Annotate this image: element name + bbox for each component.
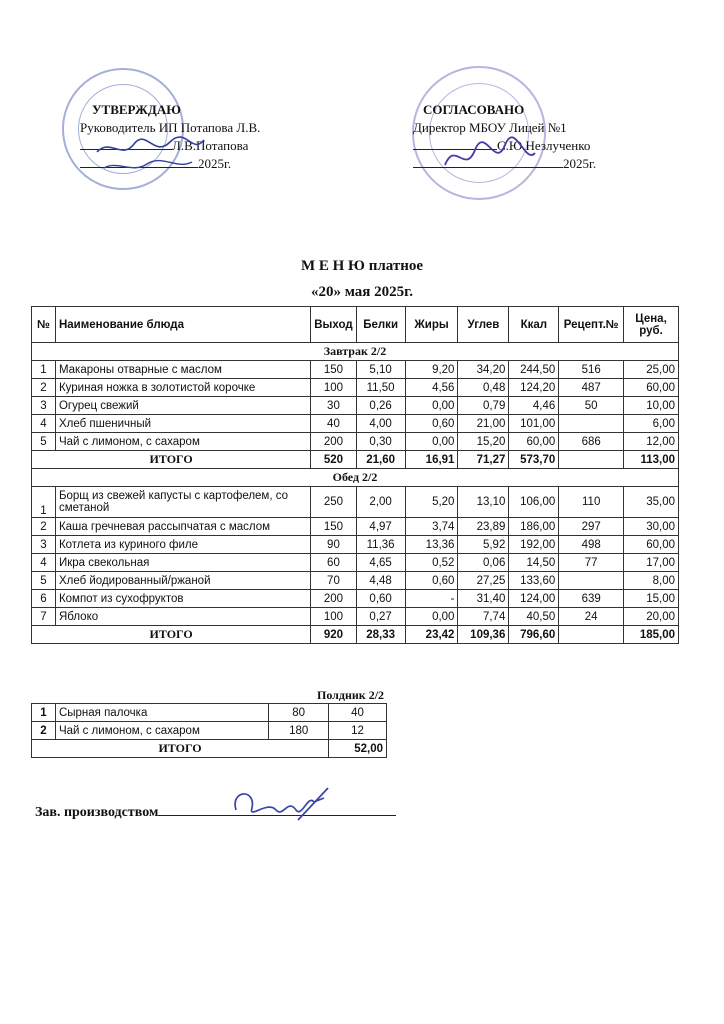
- footer-signature-line: [35, 805, 396, 821]
- total-cell: 796,60: [509, 626, 559, 644]
- section-title: Завтрак 2/2: [32, 343, 679, 361]
- total-row: [32, 451, 679, 469]
- snack-cell: 2: [32, 722, 56, 740]
- table-cell: Яблоко: [55, 608, 310, 626]
- table-cell: Хлеб пшеничный: [55, 415, 310, 433]
- snack-table-body: [32, 704, 387, 758]
- total-cell: 28,33: [356, 626, 405, 644]
- snack-cell: Чай с лимоном, с сахаром: [55, 722, 268, 740]
- table-cell: 4,00: [356, 415, 405, 433]
- snack-row: [32, 722, 387, 740]
- col-header: Ккал: [509, 307, 559, 343]
- table-cell: 0,30: [356, 433, 405, 451]
- agree-date: 2025г.: [563, 156, 597, 171]
- total-cell: 21,60: [356, 451, 405, 469]
- table-cell: 100: [311, 608, 356, 626]
- agree-position: Директор МБОУ Лицей №1: [413, 120, 567, 135]
- col-header: Жиры: [405, 307, 458, 343]
- col-header: Углев: [458, 307, 509, 343]
- total-cell: 573,70: [509, 451, 559, 469]
- table-cell: 15,20: [458, 433, 509, 451]
- table-cell: 0,60: [356, 590, 405, 608]
- table-cell: 7,74: [458, 608, 509, 626]
- table-cell: 70: [311, 572, 356, 590]
- table-cell: 4,56: [405, 379, 458, 397]
- table-cell: 250: [311, 487, 356, 518]
- col-header: Белки: [356, 307, 405, 343]
- table-cell: 0,26: [356, 397, 405, 415]
- table-cell: [559, 415, 624, 433]
- table-cell: 124,00: [509, 590, 559, 608]
- table-cell: 6,00: [624, 415, 679, 433]
- table-cell: 4,46: [509, 397, 559, 415]
- table-cell: 20,00: [624, 608, 679, 626]
- table-cell: 30: [311, 397, 356, 415]
- total-cell: 16,91: [405, 451, 458, 469]
- snack-cell: 1: [32, 704, 56, 722]
- snack-cell: 40: [329, 704, 387, 722]
- table-cell: 0,00: [405, 397, 458, 415]
- total-cell: 520: [311, 451, 356, 469]
- snack-total-label: ИТОГО: [32, 740, 329, 758]
- table-cell: 23,89: [458, 518, 509, 536]
- table-row: [32, 415, 679, 433]
- table-cell: 516: [559, 361, 624, 379]
- table-cell: 487: [559, 379, 624, 397]
- section-row: [32, 469, 679, 487]
- table-cell: 30,00: [624, 518, 679, 536]
- table-row: [32, 361, 679, 379]
- table-cell: 15,00: [624, 590, 679, 608]
- table-cell: 5: [32, 433, 56, 451]
- table-cell: 110: [559, 487, 624, 518]
- table-cell: Компот из сухофруктов: [55, 590, 310, 608]
- table-cell: 8,00: [624, 572, 679, 590]
- table-cell: 60: [311, 554, 356, 572]
- total-cell: 71,27: [458, 451, 509, 469]
- total-label: ИТОГО: [32, 451, 311, 469]
- total-cell: [559, 451, 624, 469]
- table-cell: 24: [559, 608, 624, 626]
- table-cell: 200: [311, 433, 356, 451]
- col-header: №: [32, 307, 56, 343]
- table-cell: 200: [311, 590, 356, 608]
- table-row: [32, 590, 679, 608]
- table-cell: 0,06: [458, 554, 509, 572]
- table-cell: 1: [32, 487, 56, 518]
- snack-cell: 12: [329, 722, 387, 740]
- col-header: Выход: [311, 307, 356, 343]
- table-cell: 4: [32, 415, 56, 433]
- table-cell: 14,50: [509, 554, 559, 572]
- approve-title: УТВЕРЖДАЮ: [92, 102, 181, 117]
- table-cell: 192,00: [509, 536, 559, 554]
- table-cell: 25,00: [624, 361, 679, 379]
- table-cell: 150: [311, 361, 356, 379]
- table-cell: Икра свекольная: [55, 554, 310, 572]
- col-header: Наименование блюда: [55, 307, 310, 343]
- table-cell: Хлеб йодированный/ржаной: [55, 572, 310, 590]
- table-row: [32, 518, 679, 536]
- table-cell: Куриная ножка в золотистой корочке: [55, 379, 310, 397]
- table-cell: 498: [559, 536, 624, 554]
- section-row: [32, 343, 679, 361]
- table-cell: 77: [559, 554, 624, 572]
- table-cell: 40: [311, 415, 356, 433]
- table-cell: 0,60: [405, 572, 458, 590]
- snack-total-value: 52,00: [329, 740, 387, 758]
- table-cell: 244,50: [509, 361, 559, 379]
- approve-date: 2025г.: [198, 156, 232, 171]
- table-cell: Чай с лимоном, с сахаром: [55, 433, 310, 451]
- table-cell: 297: [559, 518, 624, 536]
- table-cell: 12,00: [624, 433, 679, 451]
- menu-table: [31, 306, 679, 644]
- table-cell: 27,25: [458, 572, 509, 590]
- table-cell: 10,00: [624, 397, 679, 415]
- approve-signature: [92, 130, 212, 175]
- table-cell: 11,36: [356, 536, 405, 554]
- table-cell: 4,48: [356, 572, 405, 590]
- table-cell: 50: [559, 397, 624, 415]
- section-title: Обед 2/2: [32, 469, 679, 487]
- col-header: Рецепт.№: [559, 307, 624, 343]
- footer-signature: [228, 780, 338, 830]
- snack-cell: 80: [269, 704, 329, 722]
- total-label: ИТОГО: [32, 626, 311, 644]
- table-cell: 101,00: [509, 415, 559, 433]
- footer-label: Зав. производством: [35, 805, 159, 820]
- table-cell: 2: [32, 379, 56, 397]
- table-cell: 40,50: [509, 608, 559, 626]
- table-cell: 0,00: [405, 433, 458, 451]
- table-cell: 60,00: [509, 433, 559, 451]
- table-cell: 106,00: [509, 487, 559, 518]
- table-cell: 9,20: [405, 361, 458, 379]
- approve-position: Руководитель ИП Потапова Л.В.: [80, 120, 261, 135]
- menu-table-body: [32, 343, 679, 644]
- total-cell: 109,36: [458, 626, 509, 644]
- snack-table: [31, 703, 387, 758]
- table-cell: -: [405, 590, 458, 608]
- table-cell: 34,20: [458, 361, 509, 379]
- snack-total-row: [32, 740, 387, 758]
- table-cell: 6: [32, 590, 56, 608]
- table-row: [32, 379, 679, 397]
- table-cell: 60,00: [624, 379, 679, 397]
- table-cell: 5: [32, 572, 56, 590]
- table-cell: 7: [32, 608, 56, 626]
- total-cell: 185,00: [624, 626, 679, 644]
- menu-title: М Е Н Ю платное: [300, 258, 424, 274]
- total-cell: 113,00: [624, 451, 679, 469]
- table-cell: 5,20: [405, 487, 458, 518]
- table-cell: 100: [311, 379, 356, 397]
- table-cell: 3: [32, 397, 56, 415]
- table-row: [32, 487, 679, 518]
- table-cell: 0,60: [405, 415, 458, 433]
- table-cell: [559, 572, 624, 590]
- table-cell: 11,50: [356, 379, 405, 397]
- table-row: [32, 433, 679, 451]
- total-cell: 920: [311, 626, 356, 644]
- total-cell: 23,42: [405, 626, 458, 644]
- agree-name: С.Ю.Незлученко: [497, 138, 591, 153]
- table-row: [32, 536, 679, 554]
- table-cell: 3: [32, 536, 56, 554]
- table-cell: 2,00: [356, 487, 405, 518]
- snack-row: [32, 704, 387, 722]
- table-cell: 639: [559, 590, 624, 608]
- agree-title: СОГЛАСОВАНО: [423, 102, 525, 117]
- col-header: Цена, руб.: [624, 307, 679, 343]
- table-cell: 0,48: [458, 379, 509, 397]
- table-cell: 3,74: [405, 518, 458, 536]
- total-cell: [559, 626, 624, 644]
- table-cell: 60,00: [624, 536, 679, 554]
- table-cell: 186,00: [509, 518, 559, 536]
- table-cell: 13,10: [458, 487, 509, 518]
- table-row: [32, 554, 679, 572]
- menu-date: «20» мая 2025г.: [310, 284, 414, 300]
- table-cell: Каша гречневая рассыпчатая с маслом: [55, 518, 310, 536]
- table-cell: 21,00: [458, 415, 509, 433]
- table-cell: 13,36: [405, 536, 458, 554]
- table-cell: 4,97: [356, 518, 405, 536]
- table-cell: 0,00: [405, 608, 458, 626]
- table-cell: 686: [559, 433, 624, 451]
- table-row: [32, 397, 679, 415]
- table-cell: 2: [32, 518, 56, 536]
- table-cell: 0,27: [356, 608, 405, 626]
- table-cell: 31,40: [458, 590, 509, 608]
- table-cell: Огурец свежий: [55, 397, 310, 415]
- total-row: [32, 626, 679, 644]
- table-cell: 0,52: [405, 554, 458, 572]
- snack-title: Полдник 2/2: [317, 688, 385, 702]
- table-cell: 0,79: [458, 397, 509, 415]
- table-cell: 133,60: [509, 572, 559, 590]
- table-cell: 4: [32, 554, 56, 572]
- table-cell: 5,92: [458, 536, 509, 554]
- table-cell: 1: [32, 361, 56, 379]
- agree-signature: [440, 135, 540, 180]
- table-cell: 17,00: [624, 554, 679, 572]
- table-cell: 124,20: [509, 379, 559, 397]
- table-row: [32, 572, 679, 590]
- table-cell: 5,10: [356, 361, 405, 379]
- approve-name: Л.В.Потапова: [172, 138, 249, 153]
- snack-cell: 180: [269, 722, 329, 740]
- table-cell: 90: [311, 536, 356, 554]
- table-cell: Макароны отварные с маслом: [55, 361, 310, 379]
- table-cell: Борщ из свежей капусты с картофелем, со сметаной: [55, 487, 310, 518]
- table-cell: 150: [311, 518, 356, 536]
- table-row: [32, 608, 679, 626]
- table-cell: 4,65: [356, 554, 405, 572]
- table-cell: 35,00: [624, 487, 679, 518]
- snack-cell: Сырная палочка: [55, 704, 268, 722]
- table-header-row: [32, 307, 679, 343]
- table-cell: Котлета из куриного филе: [55, 536, 310, 554]
